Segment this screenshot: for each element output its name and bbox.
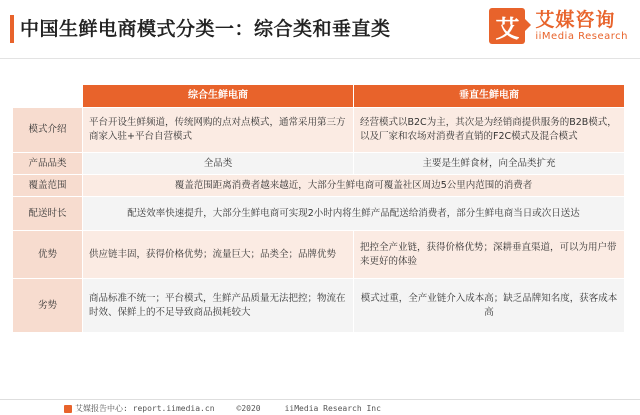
comparison-table bbox=[12, 84, 625, 333]
report-center-icon bbox=[64, 405, 72, 413]
row-label: 优势 bbox=[13, 231, 83, 279]
table-row bbox=[13, 197, 625, 231]
vertical-cell: 把控全产业链，获得价格优势；深耕垂直渠道，可以为用户带来更好的体验 bbox=[354, 231, 625, 279]
table-row bbox=[13, 279, 625, 333]
header-integrated: 综合生鲜电商 bbox=[83, 85, 354, 108]
header-vertical: 垂直生鲜电商 bbox=[354, 85, 625, 108]
table-row bbox=[13, 108, 625, 153]
table-row bbox=[13, 175, 625, 197]
row-label: 模式介绍 bbox=[13, 108, 83, 153]
vertical-cell: 经营模式以B2C为主，其次是为经销商提供服务的B2B模式，以及厂家和农场对消费者直销的F2C模式及混合模式 bbox=[354, 108, 625, 153]
row-label: 配送时长 bbox=[13, 197, 83, 231]
logo-text bbox=[535, 10, 628, 42]
integrated-cell: 供应链丰固，获得价格优势；流量巨大；品类全；品牌优势 bbox=[83, 231, 354, 279]
row-label: 覆盖范围 bbox=[13, 175, 83, 197]
footer-brand: iiMedia Research Inc bbox=[284, 404, 381, 413]
merged-cell: 覆盖范围距离消费者越来越近，大部分生鲜电商可覆盖社区周边5公里内范围的消费者 bbox=[83, 175, 625, 197]
logo-en: iiMedia Research bbox=[535, 30, 628, 42]
page-title: 中国生鲜电商模式分类一：综合类和垂直类 bbox=[20, 18, 391, 40]
footer bbox=[0, 402, 640, 415]
integrated-cell: 商品标准不统一；平台模式，生鲜产品质量无法把控；物流在时效、保鲜上的不足导致商品损耗较大 bbox=[83, 279, 354, 333]
row-label: 劣势 bbox=[13, 279, 83, 333]
integrated-cell: 平台开设生鲜频道，传统网购的点对点模式，通常采用第三方商家入驻+平台自营模式 bbox=[83, 108, 354, 153]
logo-mark-icon: 艾 bbox=[489, 8, 525, 44]
vertical-cell: 模式过重，全产业链介入成本高；缺乏品牌知名度，获客成本高 bbox=[354, 279, 625, 333]
header-corner-cell bbox=[13, 85, 83, 108]
table-row bbox=[13, 153, 625, 175]
iimedia-logo bbox=[489, 8, 628, 44]
integrated-cell: 全品类 bbox=[83, 153, 354, 175]
footer-divider bbox=[0, 399, 640, 400]
vertical-cell: 主要是生鲜食材，向全品类扩充 bbox=[354, 153, 625, 175]
merged-cell: 配送效率快速提升，大部分生鲜电商可实现2小时内将生鲜产品配送给消费者，部分生鲜电商当日或次日送达 bbox=[83, 197, 625, 231]
row-label: 产品品类 bbox=[13, 153, 83, 175]
logo-cn: 艾媒咨询 bbox=[535, 9, 616, 32]
footer-source: 艾媒报告中心: report.iimedia.cn bbox=[75, 404, 215, 413]
title-accent-bar bbox=[10, 15, 14, 43]
header-divider bbox=[0, 58, 640, 59]
footer-copyright: ©2020 bbox=[236, 404, 261, 413]
table-row bbox=[13, 231, 625, 279]
table-header-row bbox=[13, 85, 625, 108]
